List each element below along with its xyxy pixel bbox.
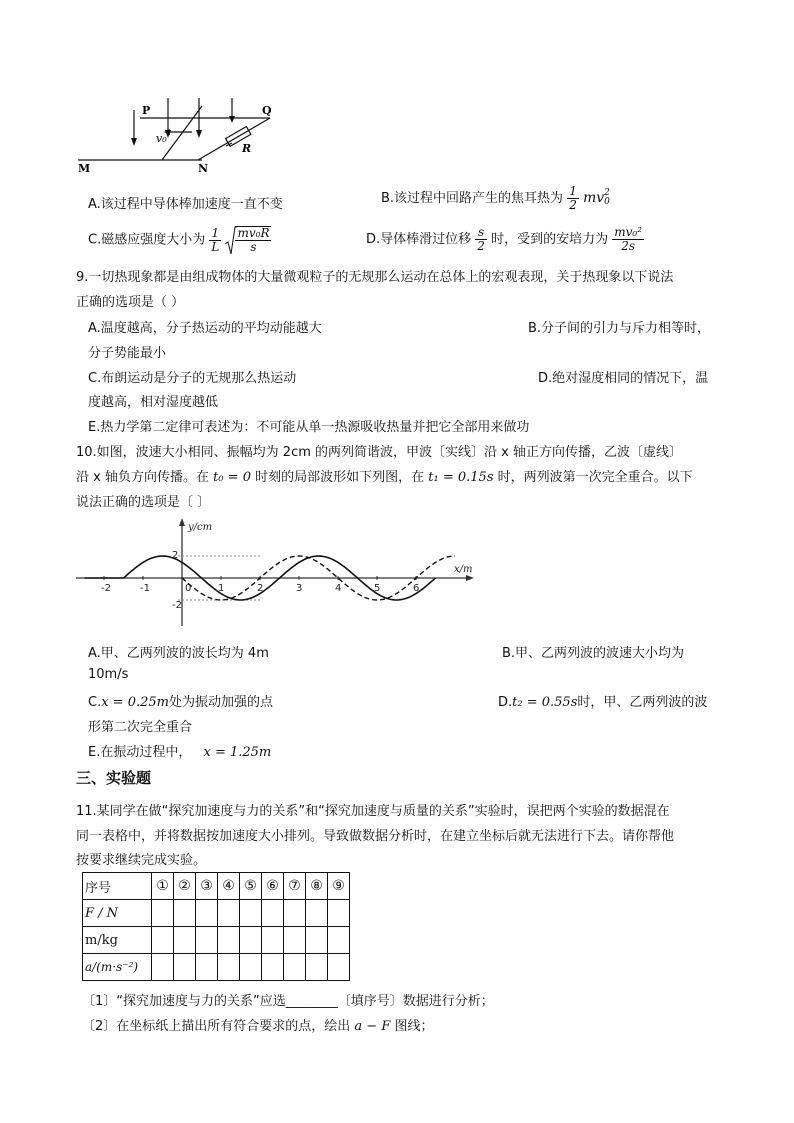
q8-d-fraction xyxy=(475,226,487,253)
q11-stem-line2: 同一表格中，并将数据按加速度大小排列。导致做数据分析时，在建立坐标后就无法进行下去。请你帮他 xyxy=(76,829,675,844)
y-tick-label: -2 xyxy=(172,600,182,611)
q8-b-num: 1 xyxy=(569,184,577,198)
q10-stem-line3: 说法正确的选项是〔 〕 xyxy=(76,495,211,510)
y-axis-label: y/cm xyxy=(188,522,213,533)
table-cell xyxy=(240,954,262,981)
row-label-force: F / N xyxy=(83,900,152,927)
q10-option-b-cont: 10m/s xyxy=(88,667,129,682)
row-label-accel: a/(m·s⁻²) xyxy=(83,954,152,981)
table-cell xyxy=(284,900,306,927)
table-cell xyxy=(306,900,328,927)
q10-c-text: 处为振动加强的点 xyxy=(168,695,273,710)
y-tick-label: 2 xyxy=(172,550,179,561)
table-number-8: ⑧ xyxy=(306,873,328,900)
table-cell xyxy=(196,954,218,981)
q11-sub2 xyxy=(82,1015,434,1034)
table-row xyxy=(83,954,350,981)
table-cell xyxy=(196,927,218,954)
q8-b-fraction xyxy=(567,185,579,212)
table-cell xyxy=(152,900,174,927)
label-n: N xyxy=(198,162,209,175)
x-tick-label: 6 xyxy=(413,583,420,594)
q10-option-d-cont: 形第二次完全重合 xyxy=(88,720,193,735)
q9-option-b-cont: 分子势能最小 xyxy=(88,346,167,361)
data-table xyxy=(82,872,350,981)
table-cell xyxy=(196,900,218,927)
table-number-3: ③ xyxy=(196,873,218,900)
q10-option-c xyxy=(88,691,273,710)
table-row xyxy=(83,900,350,927)
q9-stem-line2: 正确的选项是（ ） xyxy=(76,295,185,310)
rail-diagram xyxy=(74,96,284,176)
label-v0: v₀ xyxy=(156,132,167,145)
q10-stem-line1: 10.如图，波速大小相同、振幅均为 2cm 的两列简谐波，甲波〔实线〕沿 x 轴正方向传播，乙波〔虚线〕 xyxy=(76,445,682,460)
table-number-4: ④ xyxy=(218,873,240,900)
q8-option-b xyxy=(381,185,610,212)
q8-c-num: 1 xyxy=(209,227,221,241)
table-cell xyxy=(152,954,174,981)
x-axis-label: x/m xyxy=(454,564,473,575)
q8-c-rad-den: s xyxy=(250,240,257,254)
x-tick-label: 3 xyxy=(296,583,303,594)
q9-option-a: A.温度越高，分子热运动的平均动能越大 xyxy=(88,321,322,336)
q11-sub1: 〔1〕“探究加速度与力的关系”应选________〔填序号〕数据进行分析； xyxy=(82,994,494,1009)
label-m: M xyxy=(78,162,91,175)
q10-t1: t₁ = 0.15s xyxy=(428,470,494,485)
q11-sub2b: 图线； xyxy=(394,1019,434,1034)
q8-option-b-text: B.该过程中回路产生的焦耳热为 xyxy=(381,191,564,206)
q8-d-ans-den: 2s xyxy=(621,239,636,253)
table-cell xyxy=(262,927,284,954)
table-cell xyxy=(328,900,350,927)
q8-c-fraction xyxy=(209,227,221,254)
x-tick-label: 0 xyxy=(185,583,192,594)
q8-b-expr-text: mv xyxy=(582,190,605,206)
table-number-1: ① xyxy=(152,873,174,900)
row-label-mass: m/kg xyxy=(83,927,152,954)
q10-d-text: 时，甲、乙两列波的波 xyxy=(577,695,708,710)
q11-sub2a: 〔2〕在坐标纸上描出所有符合要求的点，绘出 xyxy=(82,1019,351,1034)
table-cell xyxy=(262,900,284,927)
q10-option-a: A.甲、乙两列波的波长均为 4m xyxy=(88,646,269,661)
q9-option-d: D.绝对湿度相同的情况下，温 xyxy=(538,371,709,386)
section-title: 三、实验题 xyxy=(76,769,152,787)
q8-option-d-mid: 时，受到的安培力为 xyxy=(491,232,609,247)
q9-stem-line1: 9.一切热现象都是由组成物体的大量微观粒子的无规那么运动在总体上的宏观表现，关于热现象以下说法 xyxy=(76,270,674,285)
q8-option-d xyxy=(366,226,644,253)
table-cell xyxy=(218,954,240,981)
x-tick-label: 4 xyxy=(335,583,342,594)
q8-option-c xyxy=(88,226,271,254)
table-cell xyxy=(262,954,284,981)
q9-option-e: E.热力学第二定律可表述为：不可能从单一热源吸收热量并把它全部用来做功 xyxy=(88,420,530,435)
q10-c-math: x = 0.25m xyxy=(101,695,169,710)
table-cell xyxy=(218,900,240,927)
label-q: Q xyxy=(262,104,272,117)
q10-stem2a: 沿 x 轴负方向传播。在 xyxy=(76,470,209,485)
q10-stem-line2 xyxy=(76,466,693,485)
q10-e-math: x = 1.25m xyxy=(203,745,272,760)
q9-option-c: C.布朗运动是分子的无规那么热运动 xyxy=(88,371,297,386)
q8-option-d-text: D.导体棒滑过位移 xyxy=(366,232,472,247)
q8-option-c-text: C.磁感应强度大小为 xyxy=(88,232,206,248)
q8-d-num: s xyxy=(475,226,487,240)
table-number-5: ⑤ xyxy=(240,873,262,900)
table-cell xyxy=(240,900,262,927)
x-tick-label: -1 xyxy=(140,583,150,594)
table-cell xyxy=(240,927,262,954)
table-header-cell: 序号 xyxy=(83,873,152,900)
label-r: R xyxy=(242,142,252,155)
table-cell xyxy=(174,954,196,981)
q10-d-pre: D. xyxy=(498,695,513,710)
x-tick-label: 1 xyxy=(218,583,225,594)
wave-chart xyxy=(76,518,476,630)
x-axis-arrow xyxy=(466,575,474,581)
q9-option-b: B.分子间的引力与斥力相等时， xyxy=(528,321,711,336)
table-cell xyxy=(174,927,196,954)
q8-d-answer xyxy=(612,226,644,253)
table-cell xyxy=(152,927,174,954)
table-row xyxy=(83,927,350,954)
table-cell xyxy=(306,927,328,954)
q10-e-text: E.在振动过程中， xyxy=(88,745,192,760)
y-axis-arrow xyxy=(179,518,185,526)
q8-option-a: A.该过程中导体棒加速度一直不变 xyxy=(88,197,283,212)
q10-stem2b: 时刻的局部波形如下列图，在 xyxy=(255,470,425,485)
q10-option-b: B.甲、乙两列波的波速大小均为 xyxy=(502,646,685,661)
q8-d-ans-num: mv₀² xyxy=(614,225,643,239)
q10-d-math: t₂ = 0.55s xyxy=(512,695,578,710)
q10-c-pre: C. xyxy=(88,695,102,710)
x-tick-label: 5 xyxy=(374,583,381,594)
q8-b-den: 2 xyxy=(569,198,577,212)
q10-option-d xyxy=(498,691,707,710)
table-cell xyxy=(284,927,306,954)
table-cell xyxy=(328,954,350,981)
q8-c-radical xyxy=(225,226,271,254)
table-cell xyxy=(218,927,240,954)
x-tick-label: -2 xyxy=(101,583,111,594)
label-p: P xyxy=(142,104,151,117)
table-number-6: ⑥ xyxy=(262,873,284,900)
table-cell xyxy=(174,900,196,927)
q8-b-expr: mv 2 0 xyxy=(582,188,610,207)
q11-sub2-math: a − F xyxy=(354,1019,391,1034)
table-cell xyxy=(328,927,350,954)
q10-option-e xyxy=(88,741,271,760)
x-tick-label: 2 xyxy=(257,583,264,594)
q11-stem-line3: 按要求继续完成实验。 xyxy=(76,853,207,868)
table-number-9: ⑨ xyxy=(328,873,350,900)
q11-stem-line1: 11.某同学在做“探究加速度与力的关系”和“探究加速度与质量的关系”实验时，误把两个实验的数据混在 xyxy=(76,804,670,819)
q9-option-d-cont: 度越高，相对湿度越低 xyxy=(88,395,219,410)
q8-c-den: L xyxy=(211,239,220,254)
q8-c-rad-num: mv₀R xyxy=(237,226,270,240)
table-cell xyxy=(284,954,306,981)
q10-t0: t₀ = 0 xyxy=(213,470,251,485)
q8-d-den: 2 xyxy=(477,239,485,253)
table-row xyxy=(83,873,350,900)
table-number-7: ⑦ xyxy=(284,873,306,900)
q10-stem2c: 时，两列波第一次完全重合。以下 xyxy=(497,470,693,485)
table-number-2: ② xyxy=(174,873,196,900)
table-cell xyxy=(306,954,328,981)
